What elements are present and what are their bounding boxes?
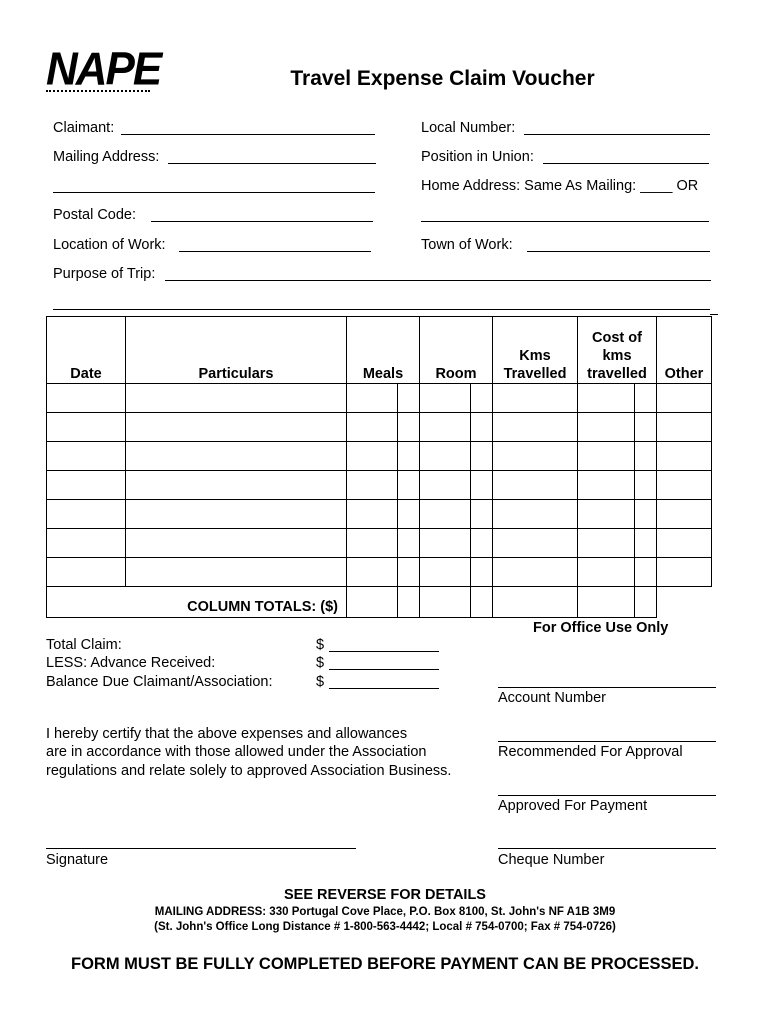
col-room: Room — [420, 317, 493, 384]
mailing-address-field[interactable] — [168, 163, 376, 164]
totals-row — [47, 587, 712, 618]
col-meals: Meals — [347, 317, 420, 384]
total-room[interactable] — [420, 587, 471, 618]
see-reverse: SEE REVERSE FOR DETAILS — [284, 887, 486, 903]
cheque-number-label: Cheque Number — [498, 852, 605, 868]
account-number-label: Account Number — [498, 690, 606, 706]
other-total-blank — [657, 587, 712, 618]
local-number-field[interactable] — [524, 134, 710, 135]
form-title: Travel Expense Claim Voucher — [290, 67, 595, 90]
completion-notice: FORM MUST BE FULLY COMPLETED BEFORE PAYMENT CAN BE PROCESSED. — [71, 955, 699, 973]
location-of-work-field[interactable] — [179, 251, 371, 252]
mailing-address-line2[interactable] — [53, 192, 375, 193]
kms-line2: Travelled — [503, 366, 567, 382]
approved-label: Approved For Payment — [498, 798, 648, 814]
table-row[interactable] — [47, 529, 712, 558]
advance-field[interactable] — [329, 669, 439, 670]
approved-field[interactable] — [498, 795, 716, 796]
table-row[interactable] — [47, 500, 712, 529]
dollar-sign: $ — [316, 655, 325, 671]
dollar-sign: $ — [316, 674, 325, 690]
total-claim-label: Total Claim: — [46, 637, 122, 653]
home-address-field[interactable] — [421, 221, 709, 222]
purpose-label: Purpose of Trip: — [53, 266, 156, 282]
table-row[interactable] — [47, 558, 712, 587]
claimant-field[interactable] — [121, 134, 375, 135]
cheque-number-field[interactable] — [498, 848, 716, 849]
total-kms[interactable] — [493, 587, 578, 618]
certify-line2: are in accordance with those allowed under the Association — [46, 744, 427, 760]
purpose-field-line2[interactable] — [53, 309, 710, 310]
recommended-label: Recommended For Approval — [498, 744, 683, 760]
less-advance-label: LESS: Advance Received: — [46, 655, 216, 671]
mailing-address-label: Mailing Address: — [53, 149, 160, 165]
total-cost-kms[interactable] — [578, 587, 635, 618]
table-row[interactable] — [47, 471, 712, 500]
table-top-tick — [710, 314, 718, 315]
expense-table — [46, 316, 712, 618]
col-cost-of-kms — [578, 317, 657, 384]
certify-line3: regulations and relate solely to approved Association Business. — [46, 763, 452, 779]
position-label: Position in Union: — [421, 149, 534, 165]
table-header-row — [47, 317, 712, 384]
mailing-address-footer: MAILING ADDRESS: 330 Portugal Cove Place, P.O. Box 8100, St. John's NF A1B 3M9 — [154, 906, 616, 918]
home-address-label: Home Address: Same As Mailing: ____ OR — [421, 178, 699, 194]
position-field[interactable] — [543, 163, 709, 164]
office-use-title: For Office Use Only — [533, 620, 669, 636]
total-claim-field[interactable] — [329, 651, 439, 652]
town-of-work-field[interactable] — [527, 251, 710, 252]
certify-line1: I hereby certify that the above expenses and allowances — [46, 726, 408, 742]
cost-line1: Cost of — [592, 330, 642, 346]
location-of-work-label: Location of Work: — [53, 237, 166, 253]
dollar-sign: $ — [316, 637, 325, 653]
total-meals[interactable] — [347, 587, 398, 618]
col-particulars: Particulars — [126, 317, 347, 384]
recommended-field[interactable] — [498, 741, 716, 742]
table-row[interactable] — [47, 442, 712, 471]
local-number-label: Local Number: — [421, 120, 516, 136]
col-date: Date — [47, 317, 126, 384]
col-other: Other — [657, 317, 712, 384]
cost-line3: travelled — [587, 366, 647, 382]
cost-line2: kms — [602, 348, 632, 364]
claimant-label: Claimant: — [53, 120, 115, 136]
postal-code-field[interactable] — [151, 221, 373, 222]
purpose-field[interactable] — [165, 280, 711, 281]
table-row[interactable] — [47, 413, 712, 442]
town-of-work-label: Town of Work: — [421, 237, 513, 253]
table-row[interactable] — [47, 384, 712, 413]
col-kms-travelled — [493, 317, 578, 384]
kms-line1: Kms — [519, 348, 551, 364]
column-totals-label: COLUMN TOTALS: ($) — [47, 587, 347, 618]
balance-due-label: Balance Due Claimant/Association: — [46, 674, 273, 690]
postal-code-label: Postal Code: — [53, 207, 137, 223]
signature-field[interactable] — [46, 848, 356, 849]
signature-label: Signature — [46, 852, 109, 868]
nape-logo: NAPE — [46, 43, 161, 96]
balance-due-field[interactable] — [329, 688, 439, 689]
account-number-field[interactable] — [498, 687, 716, 688]
phone-footer: (St. John's Office Long Distance # 1-800-563-4442; Local # 754-0700; Fax # 754-0726) — [154, 921, 616, 933]
